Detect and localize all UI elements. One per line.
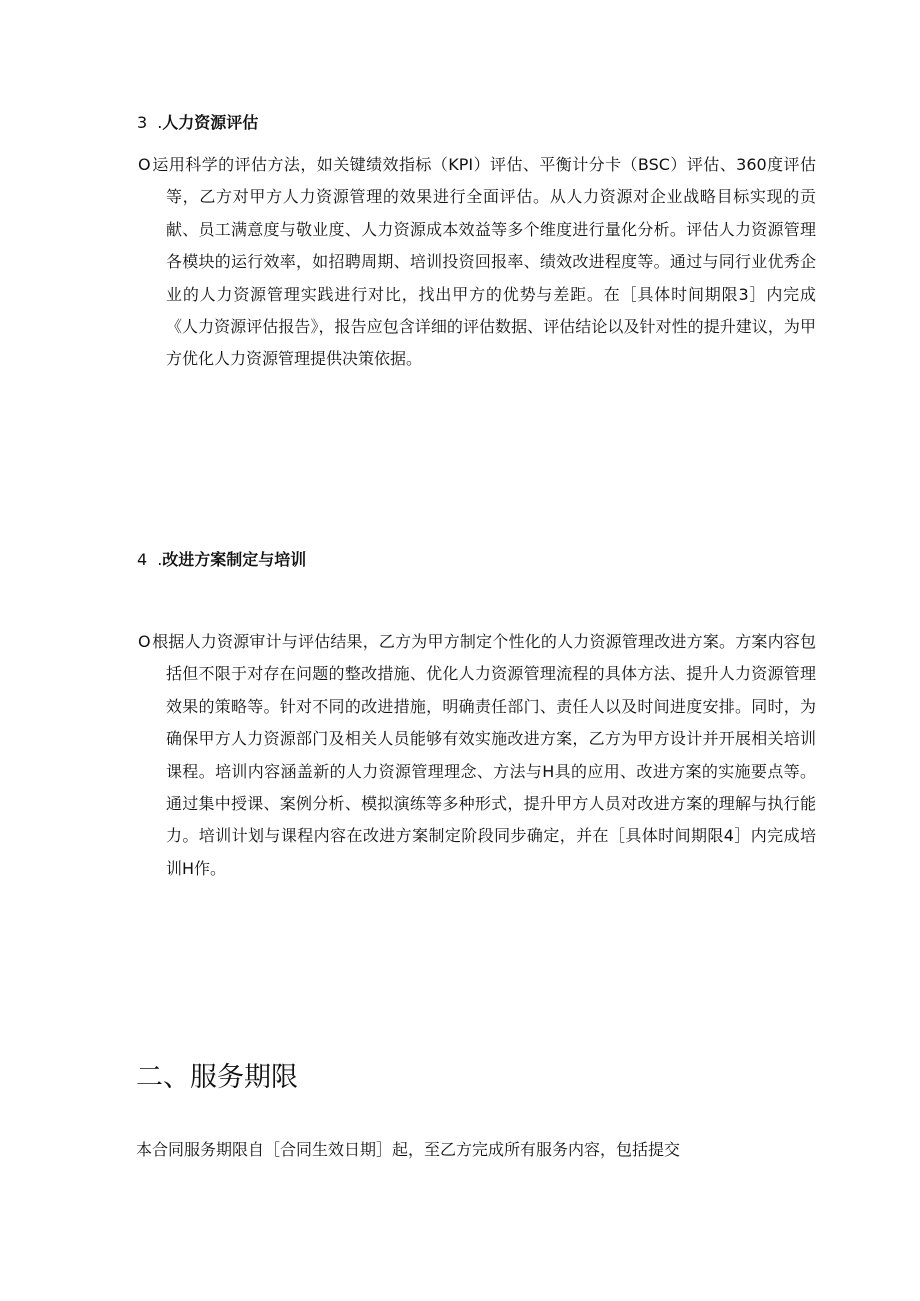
bullet-marker: O xyxy=(138,632,151,651)
section-dot: . xyxy=(157,113,163,132)
section-heading-4 xyxy=(137,550,306,570)
bullet-marker: O xyxy=(138,155,151,174)
section-paragraph-4 xyxy=(138,626,816,885)
section-dot: . xyxy=(157,550,163,569)
section-title: 改进方案制定与培训 xyxy=(162,550,307,569)
section-number: 4 xyxy=(137,550,148,569)
section-paragraph-3 xyxy=(138,149,816,376)
section-title: 人力资源评估 xyxy=(162,113,259,132)
section-heading-3 xyxy=(137,113,258,133)
chapter-title: 二、服务期限 xyxy=(136,1062,298,1093)
section-number: 3 xyxy=(137,113,148,132)
chapter-paragraph: 本合同服务期限自［合同生效日期］起，至乙方完成所有服务内容，包括提交 xyxy=(136,1140,681,1159)
paragraph-text: 运用科学的评估方法，如关键绩效指标（KPI）评估、平衡计分卡（BSC）评估、360度评估等，乙方对甲方人力资源管理的效果进行全面评估。从人力资源对企业战略目标实现的贡献、员工满意度与敬业度、人力资源成本效益等多个维度进行量化分析。评估人力资源管理各模块的运行效率，如招聘周期、培训投资回报率、绩效改进程度等。通过与同行业优秀企业的人力资源管理实践进行对比，找出甲方的优势与差距。在［具体时间期限3］内完成《人力资源评估报告》，报告应包含详细的评估数据、评估结论以及针对性的提升建议，为甲方优化人力资源管理提供决策依据。 xyxy=(152,155,816,369)
paragraph-text: 根据人力资源审计与评估结果，乙方为甲方制定个性化的人力资源管理改进方案。方案内容包括但不限于对存在问题的整改措施、优化人力资源管理流程的具体方法、提升人力资源管理效果的策略等。针对不同的改进措施，明确责任部门、责任人以及时间进度安排。同时，为确保甲方人力资源部门及相关人员能够有效实施改进方案，乙方为甲方设计并开展相关培训课程。培训内容涵盖新的人力资源管理理念、方法与H具的应用、改进方案的实施要点等。通过集中授课、案例分析、模拟演练等多种形式，提升甲方人员对改进方案的理解与执行能力。培训计划与课程内容在改进方案制定阶段同步确定，并在［具体时间期限4］内完成培训H作。 xyxy=(152,632,816,878)
